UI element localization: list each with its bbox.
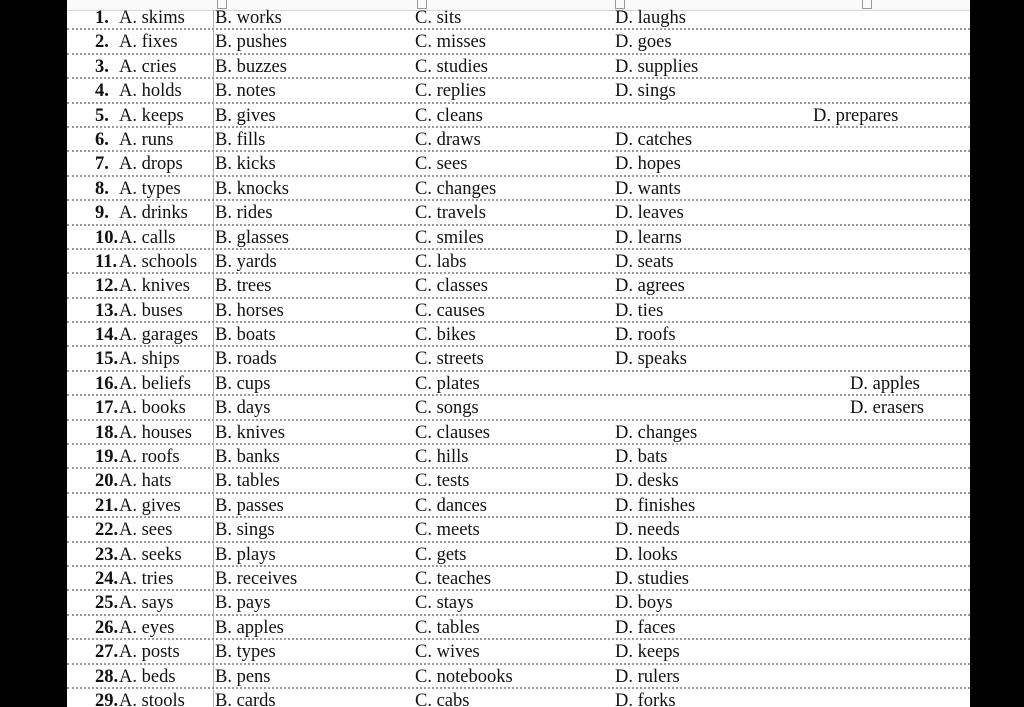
option-d: D. laughs (615, 8, 686, 28)
option-c: C. teaches (415, 568, 492, 589)
option-c: C. streets (415, 349, 484, 370)
table-row (67, 274, 970, 298)
option-c: C. smiles (415, 227, 484, 248)
option-c: C. labs (415, 251, 467, 272)
table-row (67, 567, 970, 591)
option-c: C. misses (415, 32, 486, 53)
option-b: B. sings (215, 520, 275, 541)
option-a: A. drinks (119, 203, 188, 224)
option-a: A. houses (119, 422, 192, 443)
question-number: 17. (95, 398, 119, 419)
option-c: C. stays (415, 593, 474, 614)
option-d: D. studies (615, 568, 689, 589)
option-d: D. hopes (615, 154, 681, 175)
option-a: A. cries (119, 56, 177, 77)
option-a: A. beds (119, 666, 176, 687)
table-row (67, 79, 970, 103)
option-a: A. buses (119, 300, 183, 321)
table-row (67, 421, 970, 445)
question-number: 23. (95, 544, 119, 565)
option-d: D. agrees (615, 276, 685, 297)
option-a: A. sees (119, 520, 173, 541)
option-c: C. replies (415, 81, 486, 102)
option-a: A. stools (119, 690, 185, 707)
table-row (67, 299, 970, 323)
option-b: B. passes (215, 495, 284, 516)
option-d: D. goes (615, 32, 672, 53)
option-b: B. glasses (215, 227, 289, 248)
option-c: C. sees (415, 154, 468, 175)
option-a: A. runs (119, 129, 174, 150)
question-number: 27. (95, 642, 119, 663)
question-number: 3. (95, 56, 109, 77)
option-d: D. faces (615, 617, 676, 638)
option-d: D. erasers (850, 398, 924, 419)
option-a: A. skims (119, 8, 185, 28)
option-d: D. finishes (615, 495, 696, 516)
option-b: B. knives (215, 422, 285, 443)
table-row (67, 55, 970, 79)
option-a: A. posts (119, 642, 180, 663)
option-b: B. boats (215, 325, 276, 346)
table-row (67, 616, 970, 640)
question-number: 12. (95, 276, 119, 297)
question-number: 18. (95, 422, 119, 443)
table-row (67, 128, 970, 152)
option-b: B. roads (215, 349, 277, 370)
option-c: C. studies (415, 56, 488, 77)
question-number: 15. (95, 349, 119, 370)
option-d: D. ties (615, 300, 664, 321)
question-number: 13. (95, 300, 119, 321)
question-number: 1. (95, 8, 109, 28)
question-number: 22. (95, 520, 119, 541)
option-b: B. cups (215, 373, 271, 394)
option-b: B. plays (215, 544, 276, 565)
option-b: B. days (215, 398, 271, 419)
question-number: 25. (95, 593, 119, 614)
table-row (67, 543, 970, 567)
question-number: 19. (95, 447, 119, 468)
option-c: C. songs (415, 398, 479, 419)
question-number: 4. (95, 81, 109, 102)
question-number: 26. (95, 617, 119, 638)
option-d: D. apples (850, 373, 920, 394)
question-number: 2. (95, 32, 109, 53)
option-a: A. types (119, 178, 181, 199)
option-b: B. works (215, 8, 282, 28)
option-a: A. holds (119, 81, 182, 102)
option-a: A. schools (119, 251, 198, 272)
table-row (67, 347, 970, 371)
option-d: D. catches (615, 129, 693, 150)
question-number: 6. (95, 129, 109, 150)
option-b: B. knocks (215, 178, 289, 199)
option-b: B. cards (215, 690, 276, 707)
table-row (67, 665, 970, 689)
option-c: C. cleans (415, 105, 483, 126)
question-number: 11. (95, 251, 118, 272)
option-c: C. wives (415, 642, 480, 663)
option-a: A. tries (119, 568, 174, 589)
option-d: D. wants (615, 178, 681, 199)
option-a: A. gives (119, 495, 181, 516)
option-a: A. hats (119, 471, 172, 492)
option-b: B. rides (215, 203, 273, 224)
option-b: B. kicks (215, 154, 276, 175)
option-a: A. fixes (119, 32, 178, 53)
option-a: A. roofs (119, 447, 180, 468)
option-d: D. keeps (615, 642, 680, 663)
table-row (67, 469, 970, 493)
table-row (67, 177, 970, 201)
option-c: C. cabs (415, 690, 470, 707)
option-c: C. tests (415, 471, 470, 492)
option-b: B. fills (215, 129, 266, 150)
option-c: C. travels (415, 203, 486, 224)
question-number: 5. (95, 105, 109, 126)
table-row (67, 494, 970, 518)
option-a: A. says (119, 593, 174, 614)
option-c: C. notebooks (415, 666, 513, 687)
option-b: B. types (215, 642, 276, 663)
option-a: A. beliefs (119, 373, 191, 394)
option-a: A. knives (119, 276, 190, 297)
option-a: A. eyes (119, 617, 175, 638)
table-row (67, 640, 970, 664)
option-c: C. causes (415, 300, 485, 321)
table-row (67, 323, 970, 347)
question-number: 10. (95, 227, 119, 248)
question-number: 24. (95, 568, 119, 589)
option-c: C. plates (415, 373, 480, 394)
table-row (67, 518, 970, 542)
question-number: 9. (95, 203, 109, 224)
table-row (67, 104, 970, 128)
option-c: C. clauses (415, 422, 491, 443)
option-a: A. keeps (119, 105, 184, 126)
table-row (67, 591, 970, 615)
option-d: D. rulers (615, 666, 680, 687)
option-c: C. tables (415, 617, 480, 638)
option-c: C. meets (415, 520, 480, 541)
option-c: C. gets (415, 544, 467, 565)
option-a: A. drops (119, 154, 183, 175)
table-row (67, 689, 970, 707)
option-b: B. pays (215, 593, 271, 614)
option-b: B. yards (215, 251, 277, 272)
option-d: D. changes (615, 422, 698, 443)
option-d: D. learns (615, 227, 682, 248)
question-number: 20. (95, 471, 119, 492)
question-number: 21. (95, 495, 119, 516)
question-number: 16. (95, 373, 119, 394)
document-page (67, 0, 970, 707)
option-a: A. garages (119, 325, 199, 346)
option-b: B. notes (215, 81, 276, 102)
question-number: 14. (95, 325, 119, 346)
option-d: D. prepares (813, 105, 899, 126)
option-c: C. dances (415, 495, 487, 516)
table-row (67, 201, 970, 225)
option-b: B. tables (215, 471, 280, 492)
option-c: C. hills (415, 447, 469, 468)
option-b: B. receives (215, 568, 298, 589)
option-d: D. roofs (615, 325, 676, 346)
table-row (67, 250, 970, 274)
option-c: C. sits (415, 8, 462, 28)
table-row (67, 445, 970, 469)
option-d: D. leaves (615, 203, 684, 224)
option-d: D. speaks (615, 349, 687, 370)
option-a: A. calls (119, 227, 176, 248)
option-a: A. ships (119, 349, 180, 370)
table-row (67, 30, 970, 54)
option-b: B. gives (215, 105, 276, 126)
option-d: D. looks (615, 544, 678, 565)
option-b: B. trees (215, 276, 272, 297)
question-number: 29. (95, 690, 119, 707)
option-c: C. bikes (415, 325, 476, 346)
option-c: C. changes (415, 178, 497, 199)
option-d: D. boys (615, 593, 673, 614)
option-b: B. pushes (215, 32, 287, 53)
option-c: C. classes (415, 276, 488, 297)
option-d: D. seats (615, 251, 674, 272)
table-row (67, 396, 970, 420)
option-d: D. bats (615, 447, 668, 468)
option-b: B. horses (215, 300, 284, 321)
option-d: D. desks (615, 471, 679, 492)
option-b: B. pens (215, 666, 271, 687)
option-d: D. forks (615, 690, 676, 707)
table-row (67, 226, 970, 250)
option-d: D. needs (615, 520, 680, 541)
table-row (67, 6, 970, 30)
option-d: D. sings (615, 81, 676, 102)
table-row (67, 372, 970, 396)
question-number: 28. (95, 666, 119, 687)
option-c: C. draws (415, 129, 481, 150)
option-b: B. buzzes (215, 56, 287, 77)
exercise-table (67, 6, 970, 707)
table-row (67, 152, 970, 176)
option-a: A. seeks (119, 544, 182, 565)
option-b: B. banks (215, 447, 280, 468)
question-number: 8. (95, 178, 109, 199)
question-number: 7. (95, 154, 109, 175)
option-a: A. books (119, 398, 186, 419)
option-d: D. supplies (615, 56, 699, 77)
option-b: B. apples (215, 617, 284, 638)
